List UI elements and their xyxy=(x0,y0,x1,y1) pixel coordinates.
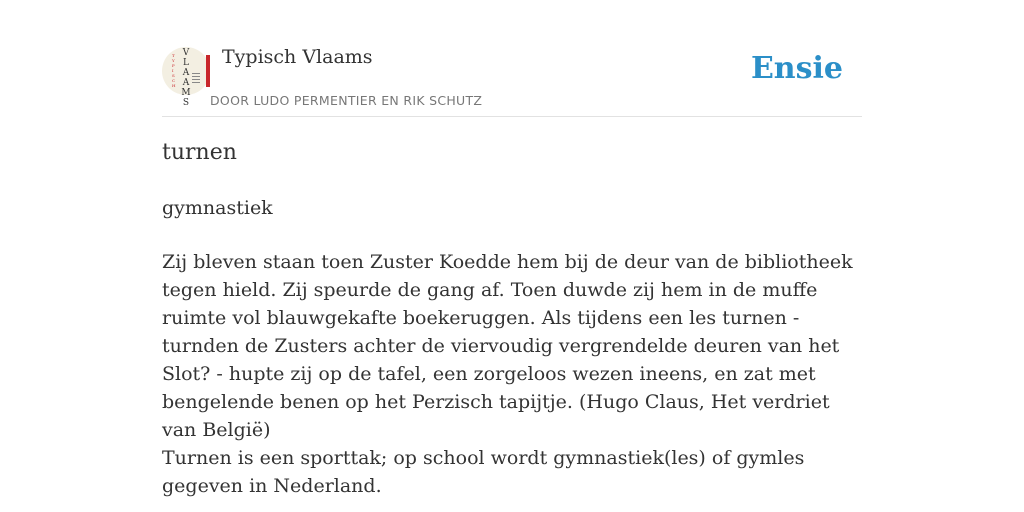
site-title[interactable]: Typisch Vlaams xyxy=(222,46,373,68)
logo-side-text: T Y P I S C H xyxy=(172,53,176,88)
byline: DOOR LUDO PERMENTIER EN RIK SCHUTZ xyxy=(210,93,483,108)
logo-text: V L A A M S xyxy=(181,48,191,108)
brand-logo[interactable]: Ensie xyxy=(750,51,843,86)
entry-title: turnen xyxy=(162,140,237,165)
logo-lines xyxy=(192,73,200,85)
entry-definition: gymnastiek xyxy=(162,197,273,219)
site-logo[interactable] xyxy=(162,47,210,108)
entry-paragraph: Zij bleven staan toen Zuster Koedde hem bij de deur van de bibliotheek tegen hield. Zij speurde de gang af. Toen duwde zij hem in de muffe ruimte vol blauwgekafte boekeruggen. Als tijdens een les turnen - turnden de Zusters achter de viervoudig vergrendelde deuren van het Slot? - hupte zij op de tafel, een zorgeloos wezen ineens, en zat met bengelende benen op het Perzisch tapijtje. (Hugo Claus, Het verdriet van België) xyxy=(162,251,853,441)
logo-accent-bar xyxy=(206,55,210,87)
entry-paragraph: Turnen is een sporttak; op school wordt gymnastiek(les) of gymles gegeven in Nederland. xyxy=(162,447,805,497)
page-container xyxy=(162,0,862,497)
header xyxy=(162,0,862,117)
